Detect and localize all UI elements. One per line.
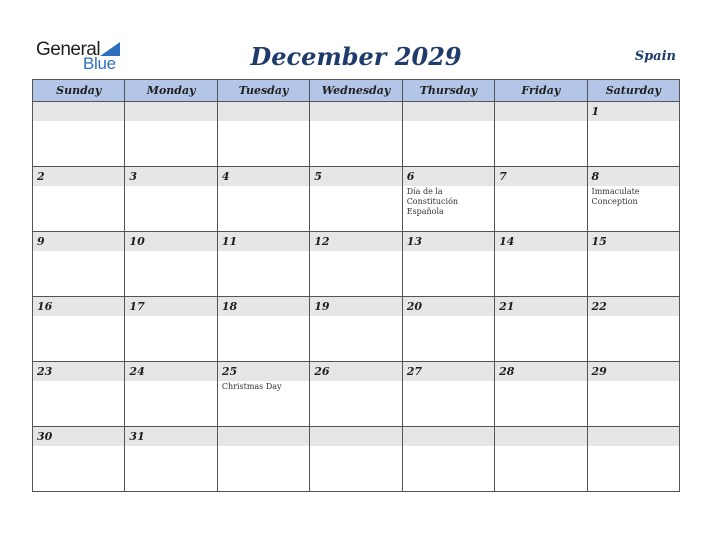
day-cell	[217, 232, 309, 297]
country-label: Spain	[634, 49, 676, 64]
day-cell	[402, 297, 494, 362]
day-cell	[587, 232, 679, 297]
day-cell	[495, 427, 587, 492]
day-number	[310, 427, 401, 446]
day-cell	[125, 362, 217, 427]
weekday-wednesday: Wednesday	[310, 80, 402, 102]
day-cell	[33, 427, 125, 492]
day-cell	[217, 102, 309, 167]
day-number: 2	[33, 167, 124, 186]
day-number: 8	[588, 167, 679, 186]
day-cell	[495, 102, 587, 167]
day-number: 23	[33, 362, 124, 381]
week-row	[33, 167, 680, 232]
day-cell	[33, 297, 125, 362]
day-number	[403, 427, 494, 446]
day-number: 13	[403, 232, 494, 251]
day-number: 31	[125, 427, 216, 446]
holiday-label: Christmas Day	[221, 382, 282, 391]
day-number: 7	[495, 167, 586, 186]
day-cell	[587, 102, 679, 167]
holiday-label: Día de la Constitución Española	[406, 187, 459, 216]
day-cell	[125, 297, 217, 362]
day-cell	[217, 167, 309, 232]
weekday-header-row	[33, 80, 680, 102]
week-row	[33, 362, 680, 427]
day-cell	[310, 362, 402, 427]
day-cell	[587, 362, 679, 427]
day-number	[33, 102, 124, 121]
day-number: 22	[588, 297, 679, 316]
day-cell	[310, 102, 402, 167]
holiday-label: Immaculate Conception	[591, 187, 640, 206]
day-number: 26	[310, 362, 401, 381]
day-cell	[587, 167, 679, 232]
day-cell	[310, 427, 402, 492]
day-cell	[587, 427, 679, 492]
day-cell	[495, 167, 587, 232]
day-number: 25	[218, 362, 309, 381]
day-number: 11	[218, 232, 309, 251]
day-cell	[402, 427, 494, 492]
day-number	[403, 102, 494, 121]
day-cell	[125, 102, 217, 167]
day-cell	[310, 297, 402, 362]
day-number: 30	[33, 427, 124, 446]
day-number: 16	[33, 297, 124, 316]
day-number	[125, 102, 216, 121]
day-cell	[125, 167, 217, 232]
day-number: 5	[310, 167, 401, 186]
day-number	[310, 102, 401, 121]
day-cell	[33, 232, 125, 297]
day-number: 3	[125, 167, 216, 186]
day-cell	[402, 167, 494, 232]
day-number: 19	[310, 297, 401, 316]
week-row	[33, 297, 680, 362]
logo-text-general: General	[36, 39, 101, 60]
week-row	[33, 232, 680, 297]
day-number: 6	[403, 167, 494, 186]
calendar-title: December 2029	[250, 42, 462, 71]
day-number: 14	[495, 232, 586, 251]
day-number: 24	[125, 362, 216, 381]
day-number: 17	[125, 297, 216, 316]
day-cell	[495, 297, 587, 362]
day-number: 15	[588, 232, 679, 251]
week-row	[33, 102, 680, 167]
day-cell	[402, 362, 494, 427]
day-number: 29	[588, 362, 679, 381]
day-number: 9	[33, 232, 124, 251]
day-number: 1	[588, 102, 679, 121]
week-row	[33, 427, 680, 492]
day-cell	[217, 362, 309, 427]
day-number	[218, 102, 309, 121]
day-number: 12	[310, 232, 401, 251]
day-number	[588, 427, 679, 446]
day-number: 21	[495, 297, 586, 316]
day-cell	[217, 427, 309, 492]
weekday-friday: Friday	[495, 80, 587, 102]
day-number: 18	[218, 297, 309, 316]
day-cell	[33, 102, 125, 167]
weekday-tuesday: Tuesday	[217, 80, 309, 102]
day-number: 4	[218, 167, 309, 186]
day-number: 10	[125, 232, 216, 251]
day-cell	[310, 167, 402, 232]
day-number: 20	[403, 297, 494, 316]
day-cell	[402, 102, 494, 167]
day-number	[495, 427, 586, 446]
day-cell	[495, 232, 587, 297]
weekday-sunday: Sunday	[33, 80, 125, 102]
weekday-monday: Monday	[125, 80, 217, 102]
calendar-grid	[32, 79, 680, 492]
day-number	[218, 427, 309, 446]
logo-text-blue: Blue	[83, 54, 116, 73]
day-cell	[217, 297, 309, 362]
day-number	[495, 102, 586, 121]
day-cell	[402, 232, 494, 297]
day-number: 27	[403, 362, 494, 381]
day-cell	[125, 232, 217, 297]
day-cell	[33, 167, 125, 232]
weekday-saturday: Saturday	[587, 80, 679, 102]
day-cell	[125, 427, 217, 492]
day-cell	[310, 232, 402, 297]
day-cell	[587, 297, 679, 362]
day-number: 28	[495, 362, 586, 381]
day-cell	[495, 362, 587, 427]
weekday-thursday: Thursday	[402, 80, 494, 102]
day-cell	[33, 362, 125, 427]
